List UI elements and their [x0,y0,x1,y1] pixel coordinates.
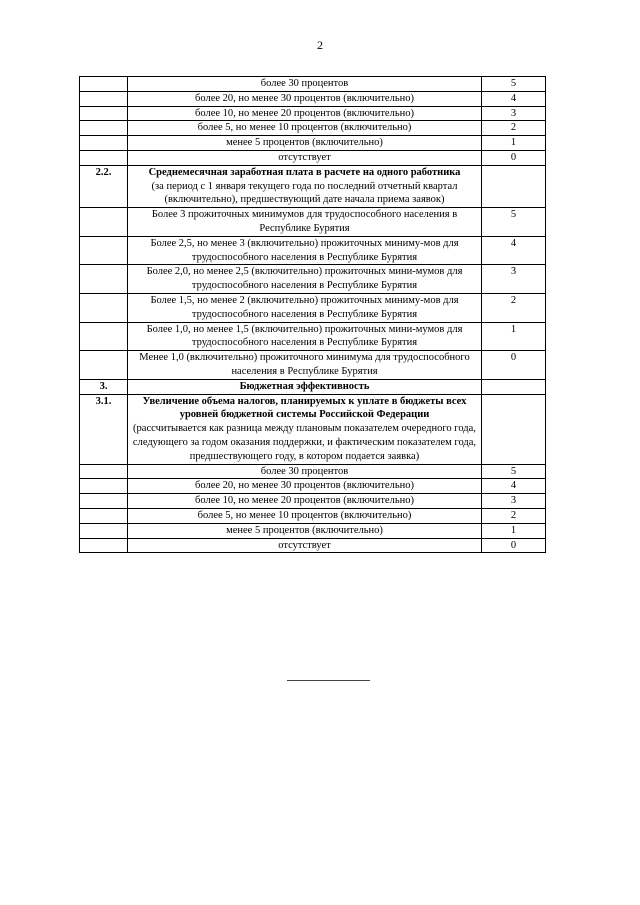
table-row [80,293,546,322]
criterion-text: менее 5 процентов (включительно) [226,137,383,149]
row-number [80,136,128,151]
score-cell: 1 [482,523,546,538]
row-number [80,236,128,265]
row-number [80,150,128,165]
criterion-text: более 10, но менее 20 процентов (включительно) [195,495,414,507]
criterion-cell [128,394,482,464]
row-number [80,293,128,322]
criterion-cell [128,121,482,136]
criterion-text: Более 1,5, но менее 2 (включительно) прожиточных миниму-мов для трудоспособного населения в Республике Бурятия [150,294,459,320]
table-row [80,136,546,151]
table-row [80,77,546,92]
criterion-cell [128,293,482,322]
criterion-cell [128,208,482,237]
criterion-title: Увеличение объема налогов, планируемых к уплате в бюджеты всех уровней бюджетной системы Российской Федерации [142,395,467,421]
row-number [80,106,128,121]
criterion-text: более 20, но менее 30 процентов (включительно) [195,92,414,104]
table-row [80,494,546,509]
score-cell: 4 [482,479,546,494]
row-number: 3.1. [80,394,128,464]
table-row [80,121,546,136]
criterion-text: менее 5 процентов (включительно) [226,524,383,536]
row-number [80,494,128,509]
criterion-text: более 5, но менее 10 процентов (включительно) [197,122,412,134]
row-number [80,508,128,523]
table-row [80,508,546,523]
criterion-cell [128,165,482,207]
criterion-cell [128,494,482,509]
table-row [80,538,546,553]
score-cell [482,379,546,394]
score-cell: 5 [482,208,546,237]
criteria-table-body [80,77,546,553]
row-number [80,265,128,294]
score-cell: 4 [482,91,546,106]
criterion-text: Более 2,0, но менее 2,5 (включительно) прожиточных мини-мумов для трудоспособного населения в Республике Бурятия [146,266,463,292]
row-number [80,91,128,106]
score-cell: 0 [482,538,546,553]
row-number: 3. [80,379,128,394]
score-cell: 4 [482,236,546,265]
score-cell: 0 [482,150,546,165]
row-number [80,464,128,479]
score-cell: 3 [482,106,546,121]
criterion-cell [128,265,482,294]
table-row [80,351,546,380]
criterion-title: Бюджетная эффективность [239,380,370,392]
score-cell: 1 [482,136,546,151]
criterion-text: Менее 1,0 (включительно) прожиточного минимума для трудоспособного населения в Республике Бурятия [139,352,470,377]
score-cell [482,165,546,207]
criterion-text: отсутствует [278,539,331,551]
criterion-text: Более 2,5, но менее 3 (включительно) прожиточных миниму-мов для трудоспособного населения в Республике Бурятия [150,237,459,263]
row-number [80,523,128,538]
row-number [80,538,128,553]
score-cell: 0 [482,351,546,380]
criterion-cell [128,322,482,351]
criterion-cell [128,464,482,479]
criterion-text: (рассчитывается как разница между плановым показателем очередного года, следующего за годом оказания поддержки, и фактическим показателем года, предшествующего году, в котором подается заявка) [132,423,477,462]
score-cell: 3 [482,494,546,509]
page-number: 2 [317,38,323,52]
table-row [80,165,546,207]
table-row [80,265,546,294]
table-row [80,464,546,479]
criterion-title: Среднемесячная заработная плата в расчете на одного работника [148,166,461,178]
criterion-text: Более 1,0, но менее 1,5 (включительно) прожиточных мини-мумов для трудоспособного населения в Республике Бурятия [146,323,463,349]
criterion-text: более 20, но менее 30 процентов (включительно) [195,480,414,492]
table-row [80,236,546,265]
criterion-cell [128,479,482,494]
score-cell: 1 [482,322,546,351]
row-number [80,77,128,92]
end-divider [287,680,370,681]
score-cell: 2 [482,508,546,523]
criterion-text: более 10, но менее 20 процентов (включительно) [195,107,414,119]
criterion-cell [128,136,482,151]
criterion-cell [128,379,482,394]
score-cell: 2 [482,293,546,322]
criterion-text: (за период с 1 января текущего года по последний отчетный квартал (включительно), предшествующий дате начала приема заявок) [151,180,458,206]
criteria-table [79,76,546,553]
score-cell: 5 [482,464,546,479]
table-row [80,379,546,394]
row-number [80,322,128,351]
table-row [80,394,546,464]
criterion-text: отсутствует [278,151,331,163]
criterion-text: более 30 процентов [260,465,349,477]
table-row [80,208,546,237]
criterion-cell [128,106,482,121]
criterion-text: более 5, но менее 10 процентов (включительно) [197,509,412,521]
row-number [80,351,128,380]
criterion-cell [128,508,482,523]
row-number [80,479,128,494]
score-cell: 5 [482,77,546,92]
criterion-text: Более 3 прожиточных минимумов для трудоспособного населения в Республике Бурятия [151,209,458,234]
row-number: 2.2. [80,165,128,207]
table-row [80,523,546,538]
criterion-cell [128,351,482,380]
row-number [80,208,128,237]
criterion-cell [128,236,482,265]
table-row [80,91,546,106]
criterion-cell [128,523,482,538]
criterion-cell [128,91,482,106]
table-row [80,150,546,165]
score-cell: 2 [482,121,546,136]
score-cell [482,394,546,464]
criterion-text: более 30 процентов [260,78,349,89]
row-number [80,121,128,136]
score-cell: 3 [482,265,546,294]
criterion-cell [128,77,482,92]
criterion-cell [128,538,482,553]
table-row [80,322,546,351]
table-row [80,479,546,494]
criterion-cell [128,150,482,165]
table-row [80,106,546,121]
